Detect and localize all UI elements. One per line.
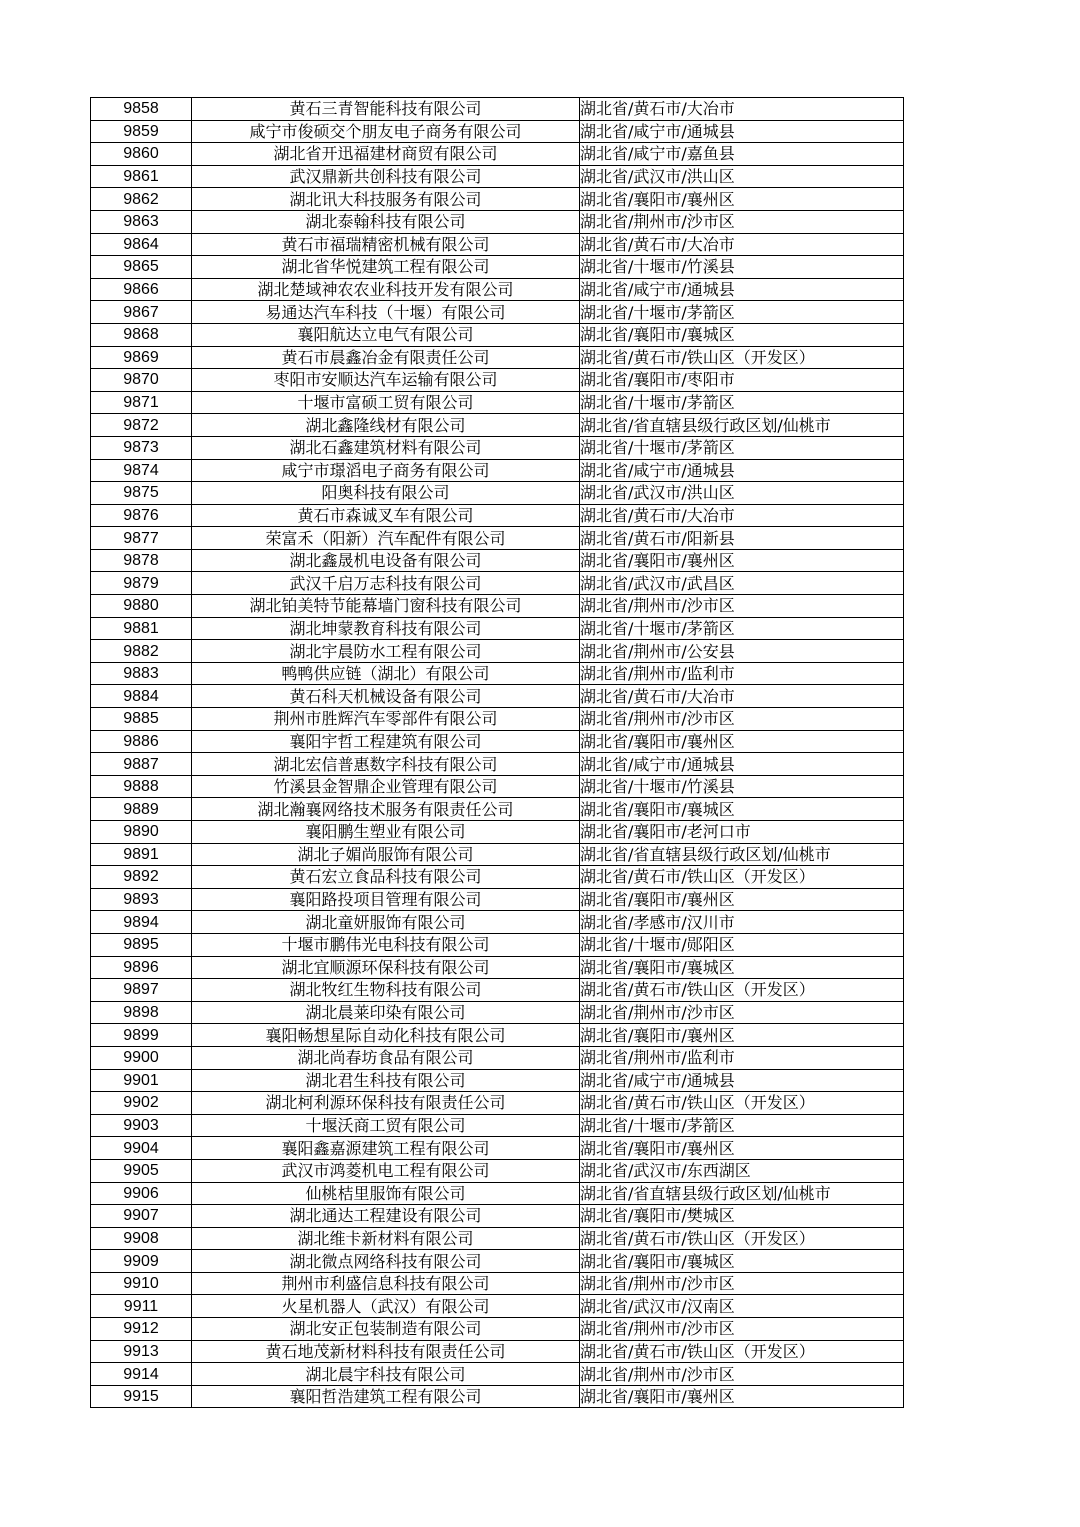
row-number-cell: 9859: [91, 120, 192, 143]
company-name-cell: 武汉市鸿菱机电工程有限公司: [192, 1159, 580, 1182]
region-cell: 湖北省/省直辖县级行政区划/仙桃市: [580, 1182, 904, 1205]
table-row: [91, 843, 904, 866]
region-cell: 湖北省/黄石市/铁山区（开发区）: [580, 1340, 904, 1363]
row-number-cell: 9870: [91, 369, 192, 392]
company-name-cell: 十堰沃商工贸有限公司: [192, 1114, 580, 1137]
company-name-cell: 湖北鑫隆线材有限公司: [192, 414, 580, 437]
region-cell: 湖北省/孝感市/汉川市: [580, 911, 904, 934]
region-cell: 湖北省/襄阳市/襄州区: [580, 549, 904, 572]
company-name-cell: 火星机器人（武汉）有限公司: [192, 1295, 580, 1318]
region-cell: 湖北省/襄阳市/襄州区: [580, 1137, 904, 1160]
company-name-cell: 咸宁市璟滔电子商务有限公司: [192, 459, 580, 482]
table-row: [91, 1159, 904, 1182]
table-row: [91, 1001, 904, 1024]
region-cell: 湖北省/荆州市/沙市区: [580, 708, 904, 731]
table-row: [91, 662, 904, 685]
row-number-cell: 9872: [91, 414, 192, 437]
company-name-cell: 黄石市晨鑫冶金有限责任公司: [192, 346, 580, 369]
company-name-cell: 襄阳鹏生塑业有限公司: [192, 821, 580, 844]
row-number-cell: 9868: [91, 323, 192, 346]
region-cell: 湖北省/荆州市/沙市区: [580, 210, 904, 233]
table-row: [91, 685, 904, 708]
company-name-cell: 荆州市胜辉汽车零部件有限公司: [192, 708, 580, 731]
table-row: [91, 1295, 904, 1318]
row-number-cell: 9873: [91, 436, 192, 459]
row-number-cell: 9863: [91, 210, 192, 233]
company-name-cell: 黄石宏立食品科技有限公司: [192, 866, 580, 889]
region-cell: 湖北省/黄石市/大冶市: [580, 233, 904, 256]
row-number-cell: 9904: [91, 1137, 192, 1160]
row-number-cell: 9907: [91, 1205, 192, 1228]
region-cell: 湖北省/黄石市/铁山区（开发区）: [580, 979, 904, 1002]
row-number-cell: 9895: [91, 933, 192, 956]
table-row: [91, 979, 904, 1002]
table-row: [91, 504, 904, 527]
table-row: [91, 98, 904, 121]
table-row: [91, 188, 904, 211]
row-number-cell: 9877: [91, 527, 192, 550]
row-number-cell: 9893: [91, 888, 192, 911]
company-name-cell: 湖北宏信普惠数字科技有限公司: [192, 753, 580, 776]
table-row: [91, 1092, 904, 1115]
region-cell: 湖北省/荆州市/沙市区: [580, 1363, 904, 1386]
row-number-cell: 9890: [91, 821, 192, 844]
row-number-cell: 9878: [91, 549, 192, 572]
table-row: [91, 1114, 904, 1137]
region-cell: 湖北省/荆州市/沙市区: [580, 1318, 904, 1341]
company-name-cell: 武汉千启万志科技有限公司: [192, 572, 580, 595]
region-cell: 湖北省/荆州市/公安县: [580, 640, 904, 663]
company-name-cell: 黄石市森诚叉车有限公司: [192, 504, 580, 527]
company-name-cell: 襄阳路投项目管理有限公司: [192, 888, 580, 911]
region-cell: 湖北省/十堰市/竹溪县: [580, 256, 904, 279]
row-number-cell: 9865: [91, 256, 192, 279]
region-cell: 湖北省/黄石市/铁山区（开发区）: [580, 1092, 904, 1115]
row-number-cell: 9885: [91, 708, 192, 731]
region-cell: 湖北省/十堰市/竹溪县: [580, 775, 904, 798]
region-cell: 湖北省/咸宁市/通城县: [580, 1069, 904, 1092]
company-name-cell: 湖北省开迅福建材商贸有限公司: [192, 143, 580, 166]
table-body: [91, 98, 904, 1408]
company-name-cell: 鸭鸭供应链（湖北）有限公司: [192, 662, 580, 685]
company-name-cell: 湖北楚域神农农业科技开发有限公司: [192, 278, 580, 301]
row-number-cell: 9882: [91, 640, 192, 663]
company-name-cell: 荣富禾（阳新）汽车配件有限公司: [192, 527, 580, 550]
row-number-cell: 9891: [91, 843, 192, 866]
company-name-cell: 黄石地茂新材料科技有限责任公司: [192, 1340, 580, 1363]
region-cell: 湖北省/武汉市/武昌区: [580, 572, 904, 595]
region-cell: 湖北省/荆州市/沙市区: [580, 1272, 904, 1295]
region-cell: 湖北省/襄阳市/枣阳市: [580, 369, 904, 392]
region-cell: 湖北省/十堰市/茅箭区: [580, 436, 904, 459]
table-row: [91, 1046, 904, 1069]
company-name-cell: 湖北柯利源环保科技有限责任公司: [192, 1092, 580, 1115]
region-cell: 湖北省/襄阳市/襄城区: [580, 956, 904, 979]
table-row: [91, 1024, 904, 1047]
table-row: [91, 414, 904, 437]
table-row: [91, 798, 904, 821]
table-row: [91, 753, 904, 776]
row-number-cell: 9892: [91, 866, 192, 889]
company-name-cell: 荆州市利盛信息科技有限公司: [192, 1272, 580, 1295]
table-row: [91, 1182, 904, 1205]
region-cell: 湖北省/武汉市/洪山区: [580, 165, 904, 188]
region-cell: 湖北省/咸宁市/通城县: [580, 120, 904, 143]
company-name-cell: 襄阳宇哲工程建筑有限公司: [192, 730, 580, 753]
company-name-cell: 襄阳畅想星际自动化科技有限公司: [192, 1024, 580, 1047]
company-name-cell: 襄阳鑫嘉源建筑工程有限公司: [192, 1137, 580, 1160]
company-name-cell: 湖北尚春坊食品有限公司: [192, 1046, 580, 1069]
row-number-cell: 9896: [91, 956, 192, 979]
row-number-cell: 9911: [91, 1295, 192, 1318]
table-row: [91, 775, 904, 798]
region-cell: 湖北省/襄阳市/老河口市: [580, 821, 904, 844]
company-name-cell: 湖北铂美特节能幕墙门窗科技有限公司: [192, 595, 580, 618]
row-number-cell: 9879: [91, 572, 192, 595]
region-cell: 湖北省/黄石市/铁山区（开发区）: [580, 346, 904, 369]
row-number-cell: 9898: [91, 1001, 192, 1024]
company-name-cell: 黄石科天机械设备有限公司: [192, 685, 580, 708]
region-cell: 湖北省/十堰市/郧阳区: [580, 933, 904, 956]
table-row: [91, 911, 904, 934]
table-row: [91, 120, 904, 143]
row-number-cell: 9902: [91, 1092, 192, 1115]
table-row: [91, 866, 904, 889]
row-number-cell: 9875: [91, 482, 192, 505]
region-cell: 湖北省/咸宁市/通城县: [580, 753, 904, 776]
company-name-cell: 阳奥科技有限公司: [192, 482, 580, 505]
table-row: [91, 346, 904, 369]
table-row: [91, 143, 904, 166]
region-cell: 湖北省/襄阳市/襄州区: [580, 188, 904, 211]
row-number-cell: 9913: [91, 1340, 192, 1363]
row-number-cell: 9871: [91, 391, 192, 414]
row-number-cell: 9883: [91, 662, 192, 685]
row-number-cell: 9866: [91, 278, 192, 301]
company-name-cell: 黄石三青智能科技有限公司: [192, 98, 580, 121]
table-row: [91, 527, 904, 550]
region-cell: 湖北省/咸宁市/通城县: [580, 459, 904, 482]
row-number-cell: 9905: [91, 1159, 192, 1182]
row-number-cell: 9862: [91, 188, 192, 211]
company-list-table: [90, 97, 904, 1408]
table-row: [91, 256, 904, 279]
table-row: [91, 1318, 904, 1341]
row-number-cell: 9899: [91, 1024, 192, 1047]
company-name-cell: 湖北省华悦建筑工程有限公司: [192, 256, 580, 279]
table-row: [91, 933, 904, 956]
region-cell: 湖北省/黄石市/铁山区（开发区）: [580, 1227, 904, 1250]
region-cell: 湖北省/十堰市/茅箭区: [580, 391, 904, 414]
region-cell: 湖北省/武汉市/洪山区: [580, 482, 904, 505]
company-name-cell: 襄阳哲浩建筑工程有限公司: [192, 1385, 580, 1408]
table-row: [91, 1340, 904, 1363]
table-row: [91, 1363, 904, 1386]
table-row: [91, 459, 904, 482]
table-row: [91, 1250, 904, 1273]
table-row: [91, 956, 904, 979]
region-cell: 湖北省/襄阳市/襄州区: [580, 1024, 904, 1047]
row-number-cell: 9914: [91, 1363, 192, 1386]
region-cell: 湖北省/黄石市/大冶市: [580, 98, 904, 121]
table-row: [91, 549, 904, 572]
region-cell: 湖北省/襄阳市/襄城区: [580, 323, 904, 346]
company-name-cell: 湖北微点网络科技有限公司: [192, 1250, 580, 1273]
company-name-cell: 十堰市富硕工贸有限公司: [192, 391, 580, 414]
table-row: [91, 165, 904, 188]
table-row: [91, 640, 904, 663]
company-name-cell: 湖北讯大科技服务有限公司: [192, 188, 580, 211]
row-number-cell: 9897: [91, 979, 192, 1002]
row-number-cell: 9876: [91, 504, 192, 527]
row-number-cell: 9887: [91, 753, 192, 776]
table-row: [91, 1137, 904, 1160]
table-row: [91, 1227, 904, 1250]
row-number-cell: 9880: [91, 595, 192, 618]
company-name-cell: 湖北童妍服饰有限公司: [192, 911, 580, 934]
company-name-cell: 竹溪县金智鼎企业管理有限公司: [192, 775, 580, 798]
row-number-cell: 9908: [91, 1227, 192, 1250]
region-cell: 湖北省/襄阳市/襄州区: [580, 730, 904, 753]
region-cell: 湖北省/襄阳市/襄城区: [580, 798, 904, 821]
company-name-cell: 咸宁市俊硕交个朋友电子商务有限公司: [192, 120, 580, 143]
company-name-cell: 黄石市福瑞精密机械有限公司: [192, 233, 580, 256]
company-name-cell: 湖北牧红生物科技有限公司: [192, 979, 580, 1002]
company-name-cell: 武汉鼎新共创科技有限公司: [192, 165, 580, 188]
table-row: [91, 210, 904, 233]
region-cell: 湖北省/荆州市/监利市: [580, 1046, 904, 1069]
row-number-cell: 9889: [91, 798, 192, 821]
table-row: [91, 1272, 904, 1295]
row-number-cell: 9915: [91, 1385, 192, 1408]
table-row: [91, 617, 904, 640]
table-row: [91, 595, 904, 618]
table-row: [91, 730, 904, 753]
region-cell: 湖北省/黄石市/阳新县: [580, 527, 904, 550]
row-number-cell: 9860: [91, 143, 192, 166]
company-name-cell: 湖北石鑫建筑材料有限公司: [192, 436, 580, 459]
region-cell: 湖北省/黄石市/大冶市: [580, 685, 904, 708]
company-name-cell: 仙桃桔里服饰有限公司: [192, 1182, 580, 1205]
row-number-cell: 9901: [91, 1069, 192, 1092]
company-name-cell: 湖北宜顺源环保科技有限公司: [192, 956, 580, 979]
company-name-cell: 湖北晨莱印染有限公司: [192, 1001, 580, 1024]
row-number-cell: 9864: [91, 233, 192, 256]
company-name-cell: 湖北晨宇科技有限公司: [192, 1363, 580, 1386]
company-name-cell: 湖北坤蒙教育科技有限公司: [192, 617, 580, 640]
row-number-cell: 9884: [91, 685, 192, 708]
row-number-cell: 9912: [91, 1318, 192, 1341]
region-cell: 湖北省/省直辖县级行政区划/仙桃市: [580, 414, 904, 437]
region-cell: 湖北省/襄阳市/襄州区: [580, 888, 904, 911]
region-cell: 湖北省/荆州市/沙市区: [580, 595, 904, 618]
row-number-cell: 9903: [91, 1114, 192, 1137]
region-cell: 湖北省/十堰市/茅箭区: [580, 301, 904, 324]
table-row: [91, 888, 904, 911]
row-number-cell: 9867: [91, 301, 192, 324]
table-row: [91, 369, 904, 392]
table-row: [91, 1205, 904, 1228]
company-name-cell: 湖北宇晨防水工程有限公司: [192, 640, 580, 663]
table-row: [91, 278, 904, 301]
region-cell: 湖北省/荆州市/监利市: [580, 662, 904, 685]
row-number-cell: 9881: [91, 617, 192, 640]
company-name-cell: 湖北瀚襄网络技术服务有限责任公司: [192, 798, 580, 821]
region-cell: 湖北省/黄石市/大冶市: [580, 504, 904, 527]
region-cell: 湖北省/武汉市/东西湖区: [580, 1159, 904, 1182]
row-number-cell: 9909: [91, 1250, 192, 1273]
table-row: [91, 436, 904, 459]
region-cell: 湖北省/省直辖县级行政区划/仙桃市: [580, 843, 904, 866]
region-cell: 湖北省/襄阳市/襄州区: [580, 1385, 904, 1408]
row-number-cell: 9900: [91, 1046, 192, 1069]
table-row: [91, 301, 904, 324]
company-name-cell: 湖北维卡新材料有限公司: [192, 1227, 580, 1250]
region-cell: 湖北省/武汉市/汉南区: [580, 1295, 904, 1318]
company-name-cell: 湖北子媚尚服饰有限公司: [192, 843, 580, 866]
table-row: [91, 391, 904, 414]
table-row: [91, 482, 904, 505]
row-number-cell: 9874: [91, 459, 192, 482]
row-number-cell: 9869: [91, 346, 192, 369]
company-name-cell: 湖北通达工程建设有限公司: [192, 1205, 580, 1228]
company-name-cell: 襄阳航达立电气有限公司: [192, 323, 580, 346]
row-number-cell: 9888: [91, 775, 192, 798]
company-name-cell: 湖北安正包装制造有限公司: [192, 1318, 580, 1341]
region-cell: 湖北省/十堰市/茅箭区: [580, 1114, 904, 1137]
row-number-cell: 9858: [91, 98, 192, 121]
table-row: [91, 1069, 904, 1092]
company-name-cell: 枣阳市安顺达汽车运输有限公司: [192, 369, 580, 392]
company-name-cell: 易通达汽车科技（十堰）有限公司: [192, 301, 580, 324]
table-row: [91, 323, 904, 346]
table-row: [91, 821, 904, 844]
region-cell: 湖北省/襄阳市/襄城区: [580, 1250, 904, 1273]
table-row: [91, 572, 904, 595]
row-number-cell: 9906: [91, 1182, 192, 1205]
table-row: [91, 708, 904, 731]
company-name-cell: 湖北鑫晟机电设备有限公司: [192, 549, 580, 572]
company-name-cell: 湖北君生科技有限公司: [192, 1069, 580, 1092]
company-name-cell: 湖北泰翰科技有限公司: [192, 210, 580, 233]
company-name-cell: 十堰市鹏伟光电科技有限公司: [192, 933, 580, 956]
region-cell: 湖北省/十堰市/茅箭区: [580, 617, 904, 640]
row-number-cell: 9861: [91, 165, 192, 188]
table-row: [91, 233, 904, 256]
region-cell: 湖北省/咸宁市/通城县: [580, 278, 904, 301]
region-cell: 湖北省/黄石市/铁山区（开发区）: [580, 866, 904, 889]
row-number-cell: 9894: [91, 911, 192, 934]
table-row: [91, 1385, 904, 1408]
region-cell: 湖北省/襄阳市/樊城区: [580, 1205, 904, 1228]
row-number-cell: 9886: [91, 730, 192, 753]
row-number-cell: 9910: [91, 1272, 192, 1295]
region-cell: 湖北省/荆州市/沙市区: [580, 1001, 904, 1024]
region-cell: 湖北省/咸宁市/嘉鱼县: [580, 143, 904, 166]
